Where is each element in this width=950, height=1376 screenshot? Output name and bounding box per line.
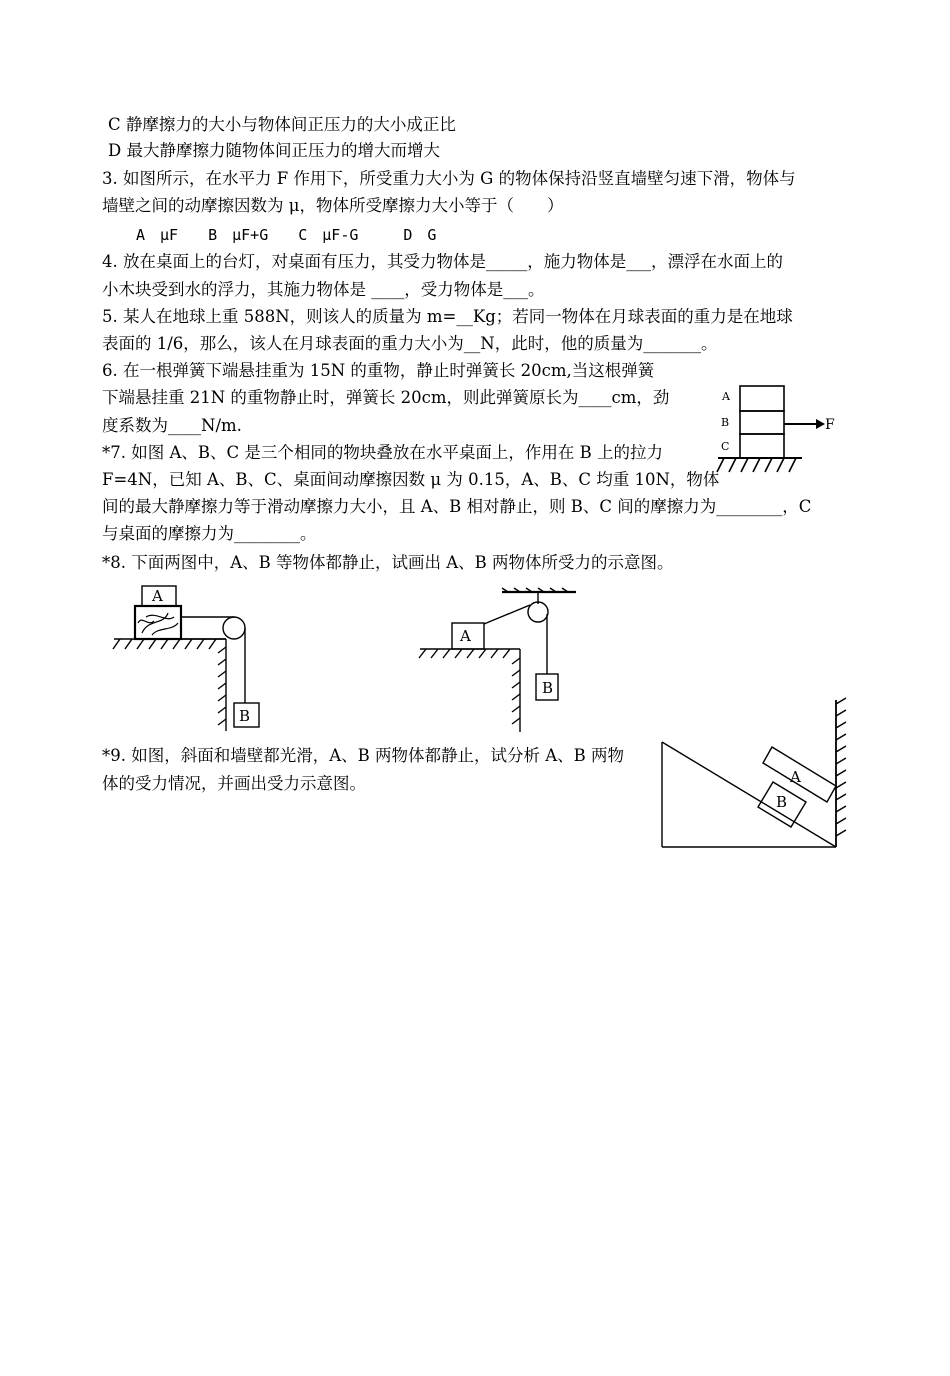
incline-label-a: A [790, 768, 801, 786]
q6-line-2: 下端悬挂重 21N 的重物静止时，弹簧长 20cm，则此弹簧原长为____cm，劲 [102, 388, 670, 407]
q7-line-1: *7. 如图 A、B、C 是三个相同的物块叠放在水平桌面上，作用在 B 上的拉力 [102, 443, 664, 462]
pulley-right-label-b: B [542, 679, 554, 697]
stack-label-f: F [825, 417, 835, 433]
q9-line-2: 体的受力情况，并画出受力示意图。 [102, 774, 366, 793]
q8-line: *8. 下面两图中，A、B 等物体都静止，试画出 A、B 两物体所受力的示意图。 [102, 553, 674, 572]
q5-line-1: 5. 某人在地球上重 588N，则该人的质量为 m=__Kg；若同一物体在月球表面的重力是在地球 [102, 307, 793, 326]
q4-line-1: 4. 放在桌面上的台灯，对桌面有压力，其受力物体是_____，施力物体是___，漂浮在水面上的 [102, 252, 783, 271]
pulley-right-figure [416, 588, 586, 734]
q4-line-2: 小木块受到水的浮力，其施力物体是 ____，受力物体是___。 [102, 280, 545, 299]
q6-line-3: 度系数为____N/m. [102, 416, 242, 435]
q3-line-1: 3. 如图所示，在水平力 F 作用下，所受重力大小为 G 的物体保持沿竖直墙壁匀速下滑，物体与 [102, 169, 796, 188]
q7-line-4: 与桌面的摩擦力为________。 [102, 524, 317, 543]
incline-label-b: B [776, 793, 788, 811]
q9-line-1: *9. 如图，斜面和墙壁都光滑，A、B 两物体都静止，试分析 A、B 两物 [102, 746, 625, 765]
q2-option-d: D 最大静摩擦力随物体间正压力的增大而增大 [108, 141, 440, 160]
q6-line-1: 6. 在一根弹簧下端悬挂重为 15N 的重物，静止时弹簧长 20cm,当这根弹簧 [102, 361, 655, 380]
pulley-left-label-b: B [239, 707, 251, 725]
q3-line-2: 墙壁之间的动摩擦因数为 μ，物体所受摩擦力大小等于（ ） [102, 196, 564, 215]
stack-figure [712, 380, 842, 480]
stack-label-a: A [722, 390, 730, 403]
q7-line-2: F=4N，已知 A、B、C、桌面间动摩擦因数 μ 为 0.15，A、B、C 均重 10N，物体 [102, 470, 720, 489]
incline-figure [660, 696, 852, 850]
q7-line-3: 间的最大静摩擦力等于滑动摩擦力大小，且 A、B 相对静止，则 B、C 间的摩擦力为________，C [102, 497, 812, 516]
pulley-left-figure [108, 583, 278, 735]
q5-line-2: 表面的 1/6，那么，该人在月球表面的重力大小为__N，此时，他的质量为_______。 [102, 334, 718, 353]
q3-options: A μF B μF+G C μF-G D G [136, 226, 437, 244]
stack-label-c: C [721, 440, 730, 453]
q2-option-c: C 静摩擦力的大小与物体间正压力的大小成正比 [108, 115, 456, 134]
pulley-left-label-a: A [152, 587, 163, 605]
pulley-right-label-a: A [460, 627, 471, 645]
stack-label-b: B [721, 416, 730, 429]
